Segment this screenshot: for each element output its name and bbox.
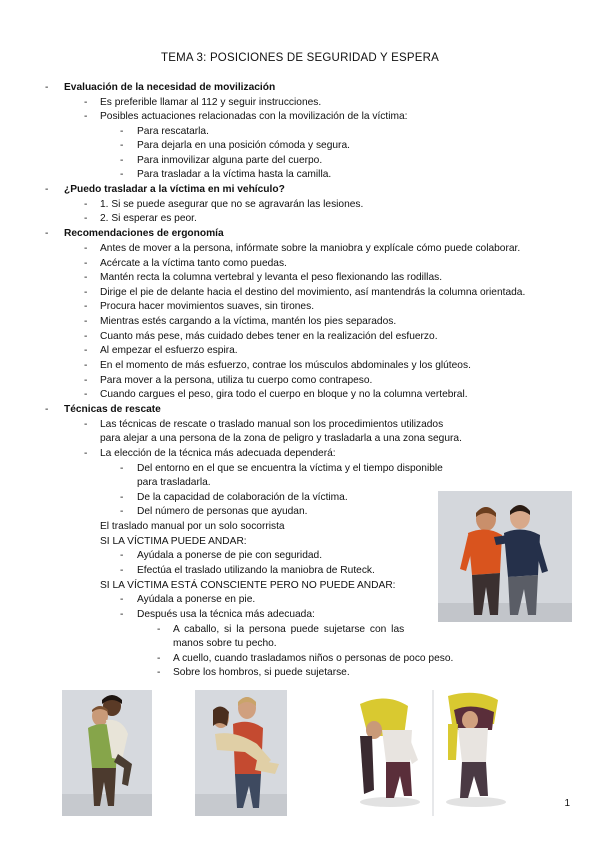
list-item: Antes de mover a la persona, infórmate sobre la maniobra y explícale cómo puede colaborar. <box>100 243 521 254</box>
heading-evaluacion: Evaluación de la necesidad de movilización <box>64 82 276 93</box>
list-subsubitem: Sobre los hombros, si puede sujetarse. <box>173 667 350 678</box>
list-subitem: Del número de personas que ayudan. <box>137 506 308 517</box>
list-item: Al empezar el esfuerzo espira. <box>100 345 238 356</box>
list-item: Para mover a la persona, utiliza tu cuerpo como contrapeso. <box>100 375 373 386</box>
list-subitem: Después usa la técnica más adecuada: <box>137 609 315 620</box>
list-item: Dirige el pie de delante hacia el destino del movimiento, así mantendrás la columna orientada. <box>100 287 526 298</box>
list-item: Posibles actuaciones relacionadas con la movilización de la víctima: <box>100 111 408 122</box>
list-item: Acércate a la víctima tanto como puedas. <box>100 258 287 269</box>
list-subitem: Ayúdala a ponerse en pie. <box>137 594 256 605</box>
list-subsubitem: A caballo, si la persona puede sujetarse con las <box>173 624 405 635</box>
list-subitem: De la capacidad de colaboración de la víctima. <box>137 492 348 503</box>
list-subsubitem-cont: manos sobre tu pecho. <box>173 638 277 649</box>
list-item: Mantén recta la columna vertebral y levanta el peso flexionando las rodillas. <box>100 272 443 283</box>
list-subsubitem: A cuello, cuando trasladamos niños o personas de poco peso. <box>173 653 454 664</box>
heading-rescate: Técnicas de rescate <box>64 404 161 415</box>
page-number: 1 <box>564 798 570 809</box>
bullet-dash: - <box>45 82 49 93</box>
front-carry-illustration <box>195 690 287 816</box>
subheading-cannot-walk: SI LA VÍCTIMA ESTÁ CONSCIENTE PERO NO PUEDE ANDAR: <box>100 580 396 591</box>
heading-ergonomia: Recomendaciones de ergonomía <box>64 228 224 239</box>
list-item: Mientras estés cargando a la víctima, mantén los pies separados. <box>100 316 397 327</box>
piggyback-carry-illustration <box>62 690 152 816</box>
list-item: Cuando cargues el peso, gira todo el cuerpo en bloque y no la columna vertebral. <box>100 389 468 400</box>
subheading-single: El traslado manual por un solo socorrista <box>100 521 285 532</box>
list-subitem: Ayúdala a ponerse de pie con seguridad. <box>137 550 323 561</box>
list-subitem: Para dejarla en una posición cómoda y segura. <box>137 140 350 151</box>
list-subitem: Para inmovilizar alguna parte del cuerpo. <box>137 155 323 166</box>
support-walk-illustration <box>438 491 572 622</box>
list-item: Las técnicas de rescate o traslado manual son los procedimientos utilizados <box>100 419 444 430</box>
list-item: Procura hacer movimientos suaves, sin tirones. <box>100 301 315 312</box>
list-item: Cuanto más pese, más cuidado debes tener en la realización del esfuerzo. <box>100 331 438 342</box>
list-item: 2. Si esperar es peor. <box>100 213 197 224</box>
list-subitem: Para rescatarla. <box>137 126 209 137</box>
list-item: En el momento de más esfuerzo, contrae los músculos abdominales y los glúteos. <box>100 360 471 371</box>
list-item: La elección de la técnica más adecuada dependerá: <box>100 448 336 459</box>
heading-vehiculo: ¿Puedo trasladar a la víctima en mi vehículo? <box>64 184 285 195</box>
list-item-cont: para alejar a una persona de la zona de peligro y trasladarla a una zona segura. <box>100 433 462 444</box>
list-item: Es preferible llamar al 112 y seguir instrucciones. <box>100 97 322 108</box>
list-subitem: Efectúa el traslado utilizando la maniobra de Ruteck. <box>137 565 375 576</box>
page-title: TEMA 3: POSICIONES DE SEGURIDAD Y ESPERA <box>161 52 439 64</box>
list-subitem: Del entorno en el que se encuentra la víctima y el tiempo disponible <box>137 463 443 474</box>
subheading-can-walk: SI LA VÍCTIMA PUEDE ANDAR: <box>100 536 247 547</box>
list-item: 1. Si se puede asegurar que no se agravarán las lesiones. <box>100 199 364 210</box>
list-subitem-cont: para trasladarla. <box>137 477 211 488</box>
list-subitem: Para trasladar a la víctima hasta la camilla. <box>137 169 332 180</box>
shoulder-carry-illustration <box>346 690 520 816</box>
